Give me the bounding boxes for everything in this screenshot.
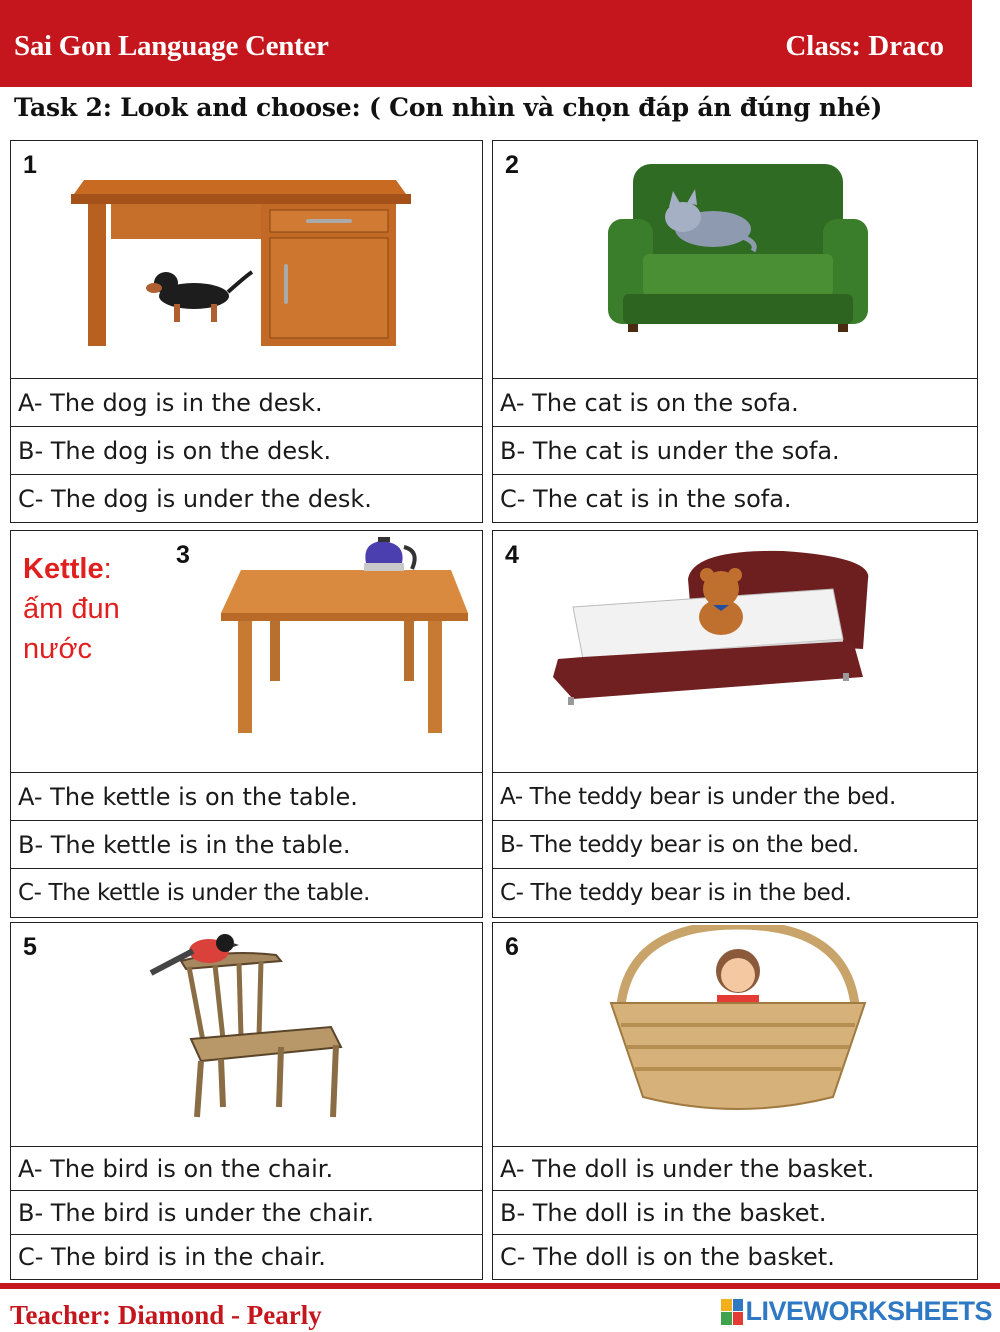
vocabulary-note bbox=[23, 549, 120, 669]
option-c[interactable]: C- The dog is under the desk. bbox=[18, 485, 372, 513]
question-5 bbox=[10, 922, 483, 1280]
option-c[interactable]: C- The bird is in the chair. bbox=[18, 1243, 326, 1271]
option-b[interactable]: B- The teddy bear is on the bed. bbox=[493, 821, 977, 869]
question-image-area bbox=[11, 531, 482, 773]
question-image-area bbox=[11, 923, 482, 1147]
option-a[interactable]: A- The cat is on the sofa. bbox=[493, 379, 977, 427]
option-b[interactable]: B- The doll is in the basket. bbox=[493, 1191, 977, 1235]
option-a[interactable]: A- The dog is in the desk. bbox=[11, 379, 482, 427]
center-name: Sai Gon Language Center bbox=[14, 30, 329, 62]
question-number: 6 bbox=[505, 933, 519, 961]
option-a[interactable]: A- The doll is under the basket. bbox=[493, 1147, 977, 1191]
question-6 bbox=[492, 922, 978, 1280]
option-c[interactable]: C- The doll is on the basket. bbox=[500, 1243, 835, 1271]
question-2 bbox=[492, 140, 978, 523]
teacher-credit: Teacher: Diamond - Pearly bbox=[10, 1300, 322, 1330]
note-colon: : bbox=[103, 553, 112, 585]
option-b[interactable]: B- The dog is on the desk. bbox=[11, 427, 482, 475]
question-image-area bbox=[493, 923, 977, 1147]
logo-icon bbox=[721, 1299, 743, 1325]
footer-divider bbox=[0, 1283, 1000, 1289]
question-number: 5 bbox=[23, 933, 37, 961]
note-word: Kettle bbox=[23, 553, 104, 585]
option-b[interactable]: B- The bird is under the chair. bbox=[11, 1191, 482, 1235]
question-image-area bbox=[11, 141, 482, 379]
question-1 bbox=[10, 140, 483, 523]
question-number: 3 bbox=[176, 541, 190, 569]
question-4 bbox=[492, 530, 978, 918]
option-b[interactable]: B- The kettle is in the table. bbox=[11, 821, 482, 869]
brand-name: LIVEWORKSHEETS bbox=[745, 1296, 992, 1326]
question-number: 2 bbox=[505, 151, 519, 179]
cat-on-sofa-image bbox=[603, 159, 873, 339]
kettle-on-table-image bbox=[216, 535, 471, 735]
option-c[interactable]: C- The teddy bear is in the bed. bbox=[500, 880, 852, 906]
option-c[interactable]: C- The cat is in the sofa. bbox=[500, 485, 792, 513]
option-a[interactable]: A- The teddy bear is under the bed. bbox=[493, 773, 977, 821]
option-a[interactable]: A- The kettle is on the table. bbox=[11, 773, 482, 821]
teddy-bear-on-bed-image bbox=[553, 549, 873, 719]
doll-in-basket-image bbox=[601, 925, 875, 1115]
question-number: 4 bbox=[505, 541, 519, 569]
question-number: 1 bbox=[23, 151, 37, 179]
header-bar bbox=[0, 0, 972, 87]
liveworksheets-logo bbox=[721, 1296, 992, 1327]
note-meaning-line1: ấm đun bbox=[23, 593, 120, 625]
bird-on-chair-image bbox=[131, 921, 351, 1119]
note-meaning-line2: nước bbox=[23, 633, 93, 665]
question-3 bbox=[10, 530, 483, 918]
option-c[interactable]: C- The kettle is under the table. bbox=[18, 880, 371, 906]
dog-under-desk-image bbox=[66, 176, 421, 351]
task-title: Task 2: Look and choose: ( Con nhìn và chọn đáp án đúng nhé) bbox=[14, 93, 883, 122]
option-b[interactable]: B- The cat is under the sofa. bbox=[493, 427, 977, 475]
class-label: Class: Draco bbox=[785, 30, 944, 62]
question-image-area bbox=[493, 531, 977, 773]
question-image-area bbox=[493, 141, 977, 379]
option-a[interactable]: A- The bird is on the chair. bbox=[11, 1147, 482, 1191]
